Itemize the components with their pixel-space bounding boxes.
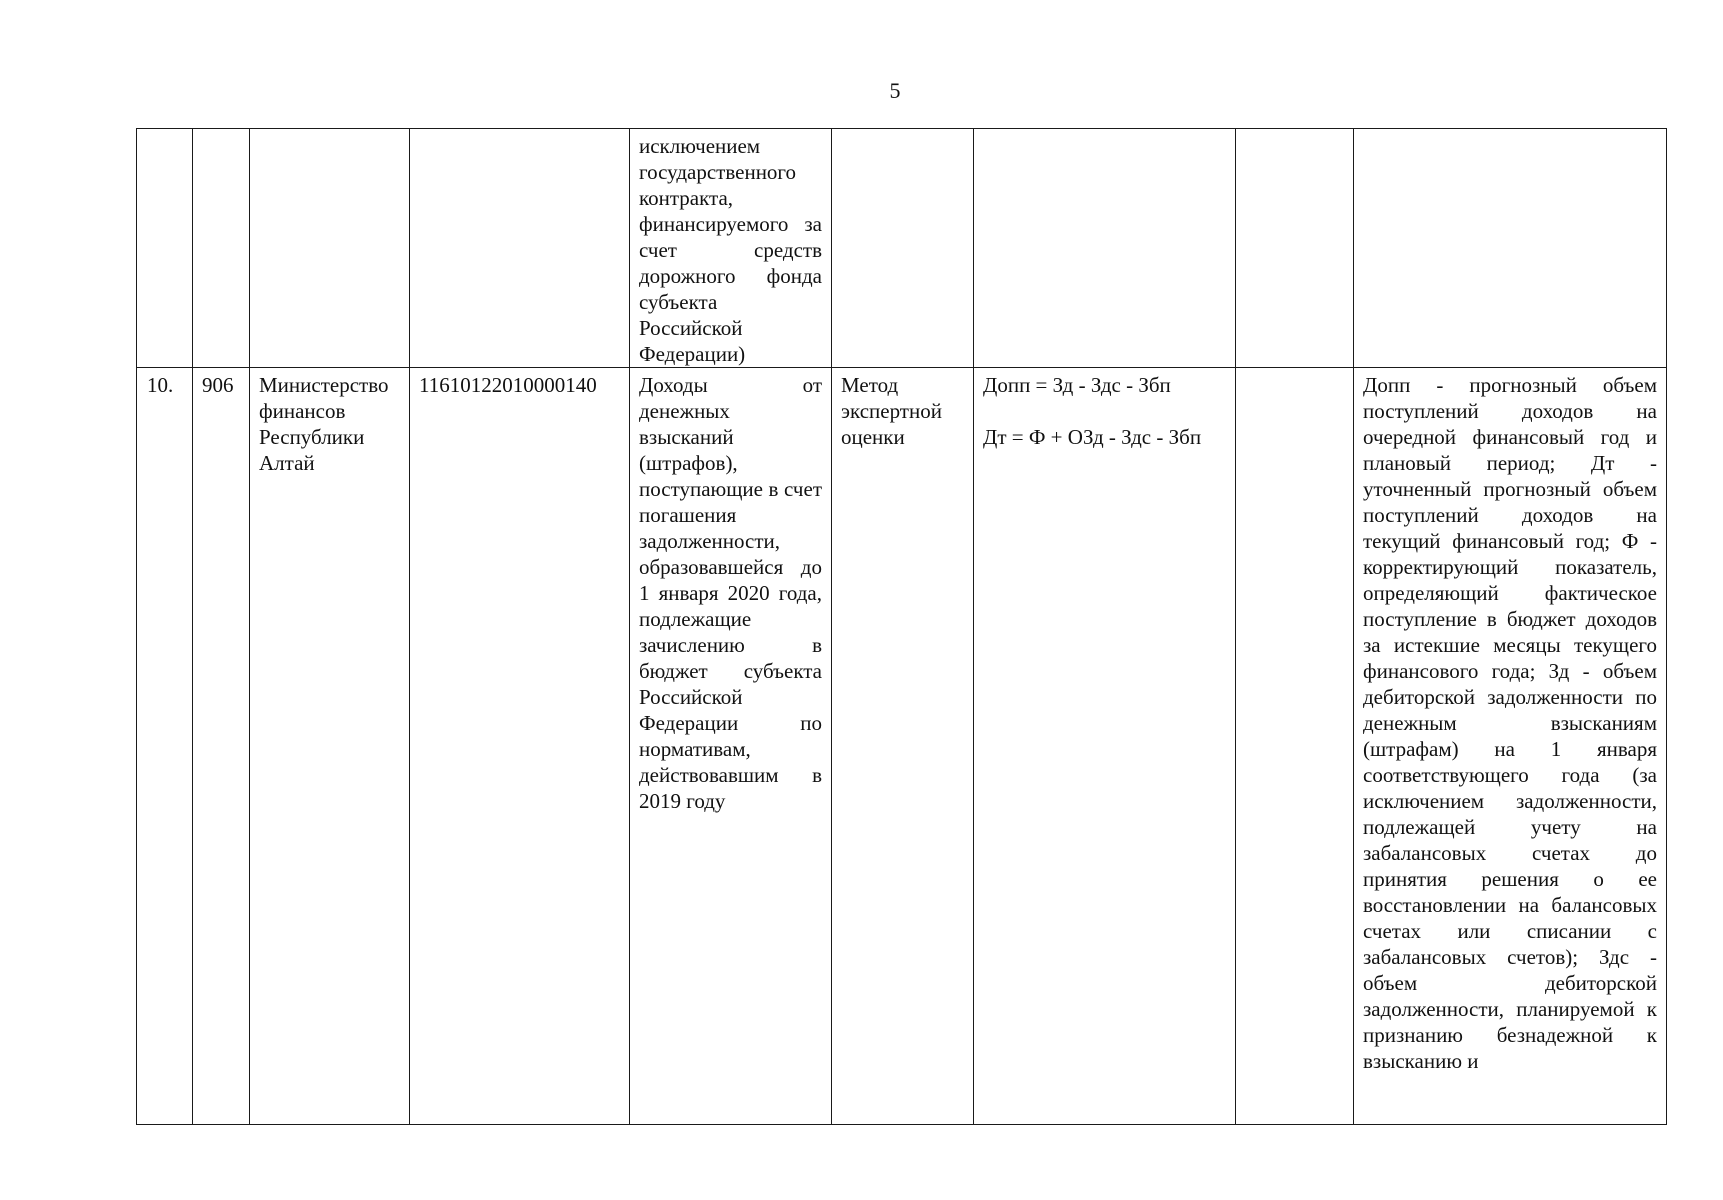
cell-extra xyxy=(1236,368,1354,1125)
row-index: 10. xyxy=(147,373,174,397)
formula-2: Дт = Ф + ОЗд - Здс - Збп xyxy=(983,425,1202,449)
method-text: Метод экспертной оценки xyxy=(841,373,942,449)
revenue-forecast-table xyxy=(136,128,1667,1125)
cell-admin-code xyxy=(193,129,250,368)
cell-revenue-name xyxy=(630,129,832,368)
cell-formula xyxy=(974,368,1236,1125)
cell-kbk xyxy=(410,368,630,1125)
kbk-code: 11610122010000140 xyxy=(419,373,597,397)
admin-name: Министерство финансов Республики Алтай xyxy=(259,373,389,475)
cell-formula xyxy=(974,129,1236,368)
cell-index xyxy=(137,129,193,368)
cell-admin-name xyxy=(250,368,410,1125)
revenue-name-continuation-text: исключением государственного контракта, финансируемого за счет средств дорожного фонда субъекта Российской Федерации) xyxy=(639,134,822,366)
cell-description xyxy=(1354,368,1667,1125)
cell-description xyxy=(1354,129,1667,368)
table-row-continuation xyxy=(137,129,1667,368)
revenue-name-text: Доходы от денежных взысканий (штрафов), поступающие в счет погашения задолженности, образовавшейся до 1 января 2020 года, подлежащие зачислению в бюджет субъекта Российской Федерации по нормативам, действовавшим в 2019 году xyxy=(639,373,822,813)
cell-extra xyxy=(1236,129,1354,368)
cell-admin-name xyxy=(250,129,410,368)
cell-kbk xyxy=(410,129,630,368)
cell-method xyxy=(832,129,974,368)
page-number: 5 xyxy=(889,78,901,103)
table-row-10 xyxy=(137,368,1667,1125)
cell-index xyxy=(137,368,193,1125)
description-text: Допп - прогнозный объем поступлений доходов на очередной финансовый год и плановый период; Дт - уточненный прогнозный объем поступлений доходов на текущий финансовый год; Ф - корректирующий показатель, определяющий фактическое поступление в бюджет доходов за истекшие месяцы текущего финансового года; Зд - объем дебиторской задолженности по денежным взысканиям (штрафам) на 1 января соответствующего года (за исключением задолженности, подлежащей учету на забалансовых счетах до принятия решения о ее восстановлении на балансовых счетах или списании с забалансовых счетов); Здс - объем дебиторской задолженности, планируемой к признанию безнадежной к взысканию и xyxy=(1363,373,1657,1073)
formula-1: Допп = Зд - Здс - Збп xyxy=(983,373,1171,397)
cell-revenue-name xyxy=(630,368,832,1125)
admin-code: 906 xyxy=(202,373,234,397)
cell-admin-code xyxy=(193,368,250,1125)
cell-method xyxy=(832,368,974,1125)
formula-spacer xyxy=(983,398,1226,424)
